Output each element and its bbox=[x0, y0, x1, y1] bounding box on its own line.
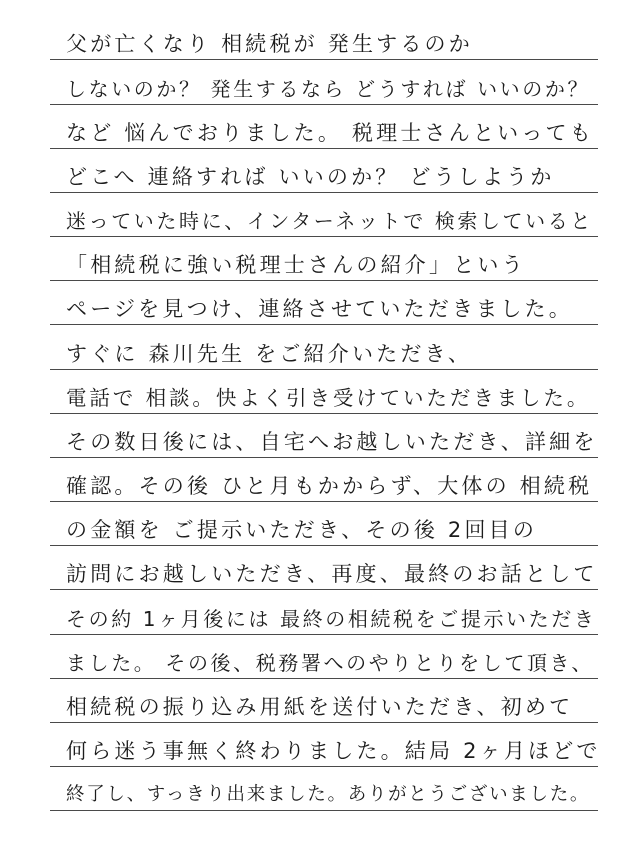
letter-line: 父が亡くなり 相続税が 発生するのか bbox=[66, 32, 473, 56]
ruled-line bbox=[50, 236, 598, 237]
ruled-line bbox=[50, 369, 598, 370]
letter-line: の金額を ご提示いただき、その後 2回目の bbox=[66, 518, 538, 542]
letter-line: どこへ 連絡すれば いいのか？ どうしようか bbox=[66, 165, 555, 189]
ruled-line bbox=[50, 280, 598, 281]
letter-line: 迷っていた時に、インターネットで 検索していると bbox=[66, 209, 593, 233]
ruled-line bbox=[50, 589, 598, 590]
ruled-line bbox=[50, 501, 598, 502]
ruled-line bbox=[50, 766, 598, 767]
ruled-line bbox=[50, 457, 598, 458]
letter-line: 「相続税に強い税理士さんの紹介」という bbox=[66, 253, 526, 277]
ruled-line bbox=[50, 634, 598, 635]
letter-line: など 悩んでおりました。 税理士さんといっても bbox=[66, 121, 594, 145]
letter-line: 電話で 相談。快よく引き受けていただきました。 bbox=[66, 386, 591, 410]
letter-line: ました。 その後、税務署へのやりとりをして頂き、 bbox=[66, 651, 594, 675]
ruled-line bbox=[50, 148, 598, 149]
letter-line: 確認。その後 ひと月もかからず、大体の 相続税 bbox=[66, 474, 593, 498]
ruled-line bbox=[50, 192, 598, 193]
ruled-line bbox=[50, 545, 598, 546]
ruled-line bbox=[50, 413, 598, 414]
letter-line: 終了し、すっきり出来ました。ありがとうございました。 bbox=[66, 784, 591, 805]
letter-line: その数日後には、自宅へお越しいただき、詳細を bbox=[66, 430, 598, 454]
letter-line: すぐに 森川先生 をご紹介いただき、 bbox=[66, 342, 473, 366]
ruled-line bbox=[50, 104, 598, 105]
ruled-line bbox=[50, 810, 598, 811]
ruled-line bbox=[50, 324, 598, 325]
letter-line: しないのか？ 発生するなら どうすれば いいのか？ bbox=[66, 77, 591, 101]
letter-line: その約 1ヶ月後には 最終の相続税をご提示いただき bbox=[66, 607, 597, 631]
letter-line: 何ら迷う事無く終わりました。結局 2ヶ月ほどで bbox=[66, 739, 601, 763]
letter-line: 相続税の振り込み用紙を送付いただき、初めて bbox=[66, 695, 574, 719]
ruled-line bbox=[50, 678, 598, 679]
letter-line: ページを見つけ、連絡させていただきました。 bbox=[66, 297, 573, 321]
letter-line: 訪問にお越しいただき、再度、最終のお話として bbox=[66, 562, 598, 586]
ruled-line bbox=[50, 722, 598, 723]
ruled-line bbox=[50, 59, 598, 60]
